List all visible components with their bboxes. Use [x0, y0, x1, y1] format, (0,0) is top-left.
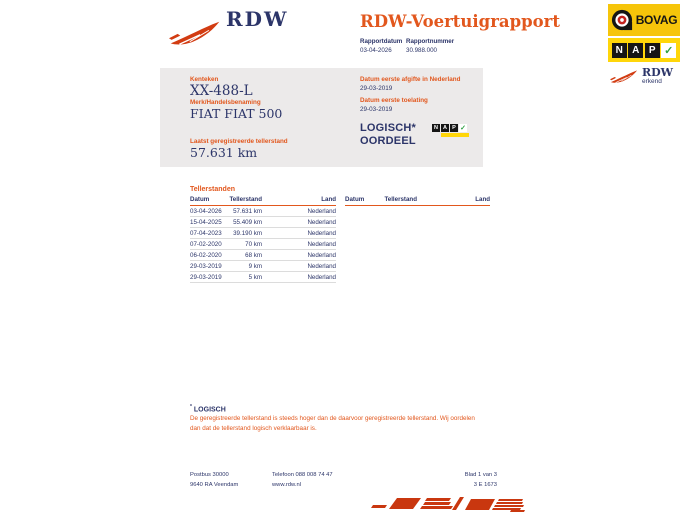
cell-tellerstand: 68 km: [245, 252, 262, 259]
oordeel-text: [360, 122, 416, 148]
rdw-logo-icon: [168, 20, 222, 46]
tellerstanden-table: [190, 195, 336, 283]
afgifte-value: 29-03-2019: [360, 85, 393, 92]
cell-tellerstand: 70 km: [245, 241, 262, 248]
footer-website: www.rdw.nl: [272, 482, 301, 488]
cell-tellerstand: 39.190 km: [233, 230, 262, 237]
rdw-erkend-badge: [610, 64, 680, 88]
rdw-erkend-text-block: [642, 67, 673, 85]
cell-datum: 06-02-2020: [190, 252, 222, 259]
footer-address-line2: 9640 RA Veendam: [190, 482, 239, 488]
tellerstanden-table-2: [345, 195, 490, 206]
table-row: [190, 250, 336, 261]
table-header-row: [190, 195, 336, 206]
table-row: [190, 239, 336, 250]
page-title: RDW-Voertuigrapport: [360, 12, 560, 31]
header2-land: Land: [475, 196, 490, 203]
cell-datum: 07-02-2020: [190, 241, 222, 248]
header-datum: Datum: [190, 196, 210, 203]
table-row: [190, 228, 336, 239]
header-land: Land: [321, 196, 336, 203]
cell-datum: 03-04-2026: [190, 208, 222, 215]
footer-phone: Telefoon 088 008 74 47: [272, 472, 333, 478]
footer-page-block: [410, 470, 497, 490]
bovag-label: BOVAG: [635, 13, 678, 27]
oordeel-line2: OORDEEL: [360, 135, 416, 147]
cell-datum: 15-04-2025: [190, 219, 222, 226]
nap-mini-check-icon: ✓: [460, 125, 466, 132]
cell-tellerstand: 55.409 km: [233, 219, 262, 226]
tellerstanden-title: Tellerstanden: [190, 186, 235, 193]
nap-mini-underline: [441, 133, 469, 137]
table-row: [190, 206, 336, 217]
footer-address-line1: Postbus 30000: [190, 472, 229, 478]
kenteken-label: Kenteken: [190, 76, 219, 83]
merk-label: Merk/Handelsbenaming: [190, 99, 261, 106]
merk-value: FIAT FIAT 500: [190, 106, 283, 121]
header-tellerstand: Tellerstand: [229, 196, 262, 203]
nap-mini-badge: [432, 124, 685, 132]
footer-address: [190, 470, 238, 490]
table-row: [190, 261, 336, 272]
header2-datum: Datum: [345, 196, 365, 203]
cell-land: Nederland: [307, 219, 336, 226]
nap-badge: [608, 38, 680, 62]
cell-land: Nederland: [307, 230, 336, 237]
toelating-label: Datum eerste toelating: [360, 97, 428, 104]
laatste-tellerstand-label: Laatst geregistreerde tellerstand: [190, 138, 288, 145]
toelating-value: 29-03-2019: [360, 106, 393, 113]
cell-land: Nederland: [307, 263, 336, 270]
bovag-badge: [608, 4, 680, 36]
nap-mini-letter-p: P: [450, 124, 458, 132]
footer-contact: [272, 470, 333, 490]
footnote-title-text: LOGISCH: [193, 406, 226, 414]
table2-header-row: [345, 195, 490, 206]
rdw-erkend-bird-icon: [610, 69, 638, 84]
cell-land: Nederland: [307, 252, 336, 259]
cell-datum: 07-04-2023: [190, 230, 222, 237]
footnote-body: De geregistreerde tellerstand is steeds hoger dan de daarvoor geregistreerde tellerstand. Wij oordelen dan dat de tellerstand logisch verklaarbaar is.: [190, 415, 475, 432]
table-row: [190, 272, 336, 283]
cell-datum: 29-03-2019: [190, 274, 222, 281]
cell-tellerstand: 9 km: [248, 263, 262, 270]
nap-letter-p: P: [645, 43, 660, 58]
footnote-marker: *: [190, 404, 192, 410]
cell-land: Nederland: [307, 208, 336, 215]
kenteken-value: XX-488-L: [190, 83, 253, 99]
report-number-value: 30.988.000: [406, 46, 437, 54]
nap-letter-a: A: [628, 43, 643, 58]
oordeel-line1: LOGISCH*: [360, 122, 416, 134]
cell-datum: 29-03-2019: [190, 263, 222, 270]
rdw-stripes-decoration-icon: [363, 496, 525, 513]
report-number-label: Rapportnummer: [406, 38, 455, 45]
report-date-block: [360, 38, 402, 55]
afgifte-label: Datum eerste afgifte in Nederland: [360, 76, 461, 83]
footer-page-number: Blad 1 van 3: [464, 472, 497, 478]
rdw-logo-text: RDW: [226, 7, 289, 31]
rdw-erkend-label: RDW: [642, 66, 674, 79]
footnote-title: [190, 404, 226, 413]
report-number-block: [406, 38, 454, 55]
footer-form-code: 3 E 1673: [473, 482, 497, 488]
cell-land: Nederland: [307, 241, 336, 248]
cell-tellerstand: 5 km: [248, 274, 262, 281]
tellerstanden-tbody: [190, 206, 336, 283]
nap-check-icon: ✓: [661, 43, 676, 58]
rdw-erkend-sublabel: erkend: [642, 78, 662, 85]
nap-mini-letter-n: N: [432, 124, 440, 132]
header2-tellerstand: Tellerstand: [384, 196, 417, 203]
table-row: [190, 217, 336, 228]
cell-land: Nederland: [307, 274, 336, 281]
report-date-label: Rapportdatum: [360, 38, 403, 45]
nap-letter-n: N: [612, 43, 627, 58]
laatste-tellerstand-value: 57.631 km: [190, 145, 258, 160]
report-date-value: 03-04-2026: [360, 46, 392, 54]
nap-mini-letter-a: A: [441, 124, 449, 132]
bovag-roundel-icon: [611, 9, 633, 31]
cell-tellerstand: 57.631 km: [233, 208, 262, 215]
